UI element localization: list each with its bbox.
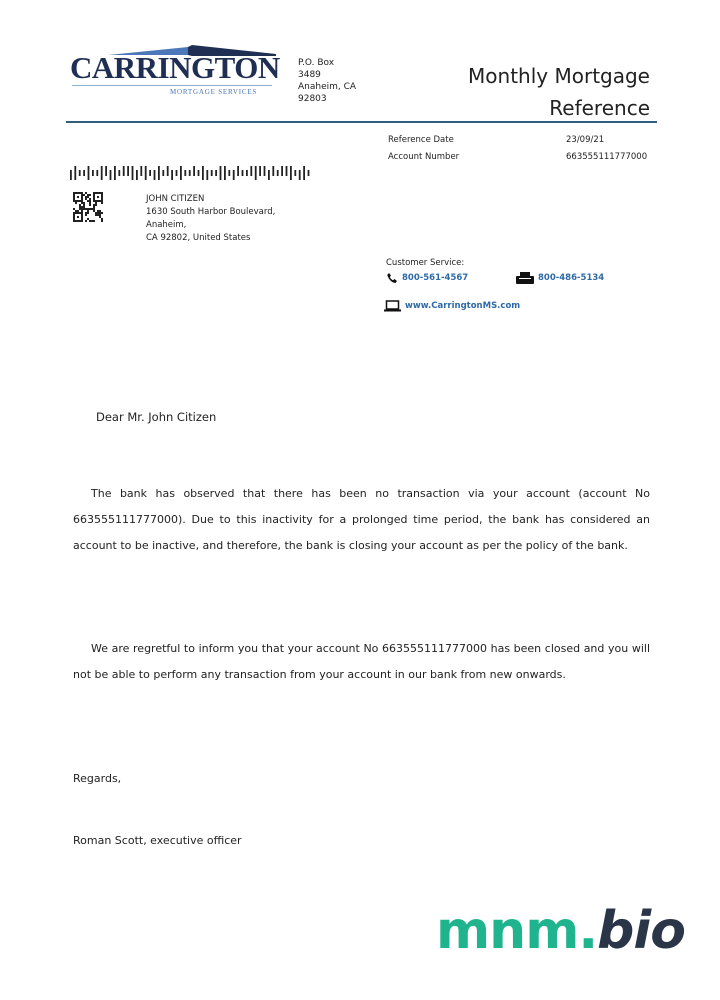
qr-module bbox=[81, 208, 83, 210]
watermark-part-2: bio bbox=[597, 901, 685, 961]
barcode-bar bbox=[228, 170, 230, 176]
qr-code-icon bbox=[72, 192, 104, 222]
qr-module bbox=[87, 200, 89, 202]
barcode-bar bbox=[211, 170, 213, 176]
qr-module bbox=[101, 220, 103, 222]
qr-module bbox=[87, 196, 89, 198]
recipient-address bbox=[146, 193, 275, 245]
website-link[interactable]: www.CarringtonMS.com bbox=[405, 301, 521, 311]
barcode-bar bbox=[118, 170, 120, 176]
barcode-bar bbox=[92, 170, 94, 176]
document-title bbox=[468, 60, 650, 124]
qr-module bbox=[73, 216, 75, 218]
barcode-bar bbox=[255, 166, 257, 180]
barcode-bar bbox=[110, 170, 112, 180]
address-line: 1630 South Harbor Boulevard, bbox=[146, 207, 276, 217]
qr-module bbox=[79, 220, 81, 222]
qr-module bbox=[73, 196, 75, 198]
qr-module bbox=[89, 204, 91, 206]
barcode-bar bbox=[259, 166, 261, 176]
barcode-bar bbox=[184, 170, 186, 176]
barcode-bar bbox=[158, 166, 160, 180]
barcode-bar bbox=[206, 170, 208, 180]
qr-module bbox=[79, 204, 81, 206]
barcode-bar bbox=[136, 170, 138, 180]
qr-module bbox=[93, 192, 95, 194]
barcode-bar bbox=[193, 166, 195, 176]
qr-module bbox=[101, 212, 103, 214]
qr-module bbox=[97, 196, 99, 198]
barcode-bar bbox=[149, 170, 151, 176]
title-line: Reference bbox=[549, 96, 650, 120]
barcode-bar bbox=[79, 170, 81, 176]
qr-module bbox=[89, 220, 91, 222]
account-number-label: Account Number bbox=[388, 151, 460, 162]
qr-module bbox=[95, 214, 97, 216]
barcode-bar bbox=[167, 166, 169, 176]
qr-module bbox=[93, 198, 95, 200]
qr-module bbox=[83, 202, 85, 204]
qr-module bbox=[95, 202, 97, 204]
barcode-bar bbox=[105, 166, 107, 176]
qr-module bbox=[99, 200, 101, 202]
qr-module bbox=[99, 216, 101, 218]
watermark-logo bbox=[436, 896, 685, 966]
reference-table bbox=[388, 131, 647, 165]
qr-module bbox=[99, 214, 101, 216]
title-line: Monthly Mortgage bbox=[468, 64, 650, 88]
barcode-bar bbox=[233, 170, 235, 180]
qr-module bbox=[79, 192, 81, 194]
qr-module bbox=[97, 192, 99, 194]
barcode-bar bbox=[220, 166, 222, 180]
qr-module bbox=[101, 202, 103, 204]
signature: Roman Scott, executive officer bbox=[73, 834, 242, 847]
po-box-line: 3489 bbox=[298, 70, 321, 80]
qr-module bbox=[73, 198, 75, 200]
barcode-bar bbox=[264, 166, 266, 176]
barcode-bar bbox=[299, 170, 301, 180]
qr-module bbox=[81, 212, 83, 214]
barcode-bar bbox=[268, 170, 270, 180]
qr-module bbox=[93, 200, 95, 202]
qr-module bbox=[77, 220, 79, 222]
qr-module bbox=[73, 218, 75, 220]
customer-service-label: Customer Service: bbox=[386, 258, 465, 268]
qr-module bbox=[101, 194, 103, 196]
po-box-line: P.O. Box bbox=[298, 58, 335, 68]
po-box-line: 92803 bbox=[298, 94, 327, 104]
logo-rule bbox=[72, 85, 272, 86]
barcode-bar bbox=[215, 170, 217, 176]
qr-module bbox=[101, 200, 103, 202]
barcode-bar bbox=[145, 166, 147, 180]
barcode-bar bbox=[101, 166, 103, 180]
customer-service-block bbox=[386, 258, 666, 318]
qr-module bbox=[97, 212, 99, 214]
qr-module bbox=[81, 192, 83, 194]
qr-module bbox=[77, 200, 79, 202]
header-divider bbox=[66, 121, 657, 123]
qr-module bbox=[73, 208, 75, 210]
barcode-bar bbox=[176, 170, 178, 176]
qr-module bbox=[81, 216, 83, 218]
address-line: Anaheim, bbox=[146, 220, 187, 230]
qr-module bbox=[75, 212, 77, 214]
qr-module bbox=[89, 208, 91, 210]
barcode-bar bbox=[290, 166, 292, 180]
qr-module bbox=[97, 214, 99, 216]
barcode-bar bbox=[180, 166, 182, 180]
qr-module bbox=[83, 206, 85, 208]
qr-module bbox=[81, 214, 83, 216]
qr-module bbox=[93, 206, 95, 208]
qr-module bbox=[75, 210, 77, 212]
qr-module bbox=[73, 212, 75, 214]
logo-wordmark: CARRINGTON bbox=[70, 50, 280, 85]
barcode-bar bbox=[162, 170, 164, 176]
recipient-name: JOHN CITIZEN bbox=[146, 194, 205, 204]
barcode-bar bbox=[224, 166, 226, 180]
qr-module bbox=[77, 192, 79, 194]
barcode-bar bbox=[308, 170, 310, 176]
qr-module bbox=[75, 192, 77, 194]
qr-module bbox=[95, 192, 97, 194]
qr-module bbox=[89, 194, 91, 196]
qr-module bbox=[87, 194, 89, 196]
qr-module bbox=[83, 204, 85, 206]
qr-module bbox=[81, 200, 83, 202]
qr-module bbox=[85, 212, 87, 214]
qr-module bbox=[95, 204, 97, 206]
qr-module bbox=[73, 192, 75, 194]
qr-module bbox=[81, 220, 83, 222]
qr-module bbox=[81, 202, 83, 204]
qr-module bbox=[87, 212, 89, 214]
reference-row bbox=[388, 148, 647, 165]
postal-barcode-icon bbox=[70, 166, 315, 180]
qr-module bbox=[89, 200, 91, 202]
barcode-bar bbox=[294, 170, 296, 176]
qr-module bbox=[95, 200, 97, 202]
qr-module bbox=[75, 202, 77, 204]
qr-module bbox=[101, 192, 103, 194]
qr-module bbox=[101, 196, 103, 198]
barcode-bar bbox=[272, 166, 274, 176]
barcode-bar bbox=[286, 166, 288, 176]
qr-module bbox=[101, 198, 103, 200]
qr-module bbox=[85, 214, 87, 216]
qr-module bbox=[91, 220, 93, 222]
barcode-bar bbox=[83, 170, 85, 176]
qr-module bbox=[81, 198, 83, 200]
qr-module bbox=[85, 208, 87, 210]
qr-module bbox=[75, 200, 77, 202]
qr-module bbox=[79, 208, 81, 210]
barcode-bar bbox=[132, 166, 134, 180]
barcode-bar bbox=[202, 166, 204, 180]
qr-module bbox=[97, 200, 99, 202]
barcode-bar bbox=[281, 166, 283, 176]
letter-paragraph: We are regretful to inform you that your account No 663555111777000 has been closed and you will not be able to perform any transaction from your account in our bank from new onwards. bbox=[73, 642, 650, 681]
qr-module bbox=[79, 212, 81, 214]
po-box-line: Anaheim, CA bbox=[298, 82, 357, 92]
qr-module bbox=[89, 198, 91, 200]
barcode-bar bbox=[198, 170, 200, 176]
qr-module bbox=[101, 218, 103, 220]
qr-module bbox=[79, 206, 81, 208]
qr-module bbox=[77, 210, 79, 212]
qr-module bbox=[73, 194, 75, 196]
qr-module bbox=[81, 206, 83, 208]
barcode-bar bbox=[171, 170, 173, 180]
qr-module bbox=[83, 194, 85, 196]
qr-module bbox=[79, 200, 81, 202]
qr-module bbox=[93, 196, 95, 198]
qr-module bbox=[81, 196, 83, 198]
fax-contact bbox=[516, 272, 604, 284]
qr-module bbox=[97, 210, 99, 212]
qr-module bbox=[85, 192, 87, 194]
po-box-address bbox=[298, 57, 356, 105]
qr-module bbox=[93, 204, 95, 206]
barcode-bar bbox=[114, 166, 116, 180]
barcode-bar bbox=[123, 166, 125, 176]
qr-module bbox=[85, 196, 87, 198]
qr-module bbox=[83, 208, 85, 210]
qr-module bbox=[73, 200, 75, 202]
barcode-bar bbox=[277, 170, 279, 176]
qr-module bbox=[93, 194, 95, 196]
reference-row bbox=[388, 131, 647, 148]
qr-module bbox=[81, 210, 83, 212]
barcode-bar bbox=[140, 166, 142, 176]
qr-module bbox=[89, 202, 91, 204]
qr-module bbox=[85, 198, 87, 200]
fax-number-link[interactable]: 800-486-5134 bbox=[538, 273, 605, 283]
salutation: Dear Mr. John Citizen bbox=[96, 410, 217, 424]
qr-module bbox=[99, 192, 101, 194]
account-number-value: 663555111777000 bbox=[566, 151, 648, 162]
address-line: CA 92802, United States bbox=[146, 233, 251, 243]
website-contact bbox=[384, 300, 520, 312]
barcode-bar bbox=[246, 170, 248, 176]
logo-tagline: MORTGAGE SERVICES bbox=[170, 88, 258, 96]
letter-paragraph: The bank has observed that there has been no transaction via your account (account No 663555111777000). Due to this inactivity for a prolonged time period, the bank has considered an account to be inactive, and therefore, the bank is closing your account as per the policy of the bank. bbox=[73, 487, 650, 552]
qr-module bbox=[81, 194, 83, 196]
barcode-bar bbox=[154, 170, 156, 180]
qr-module bbox=[77, 196, 79, 198]
watermark-part-1: mnm. bbox=[436, 901, 598, 961]
qr-module bbox=[87, 210, 89, 212]
qr-module bbox=[77, 216, 79, 218]
qr-module bbox=[91, 208, 93, 210]
fax-icon bbox=[516, 272, 534, 284]
qr-module bbox=[77, 212, 79, 214]
barcode-bar bbox=[127, 166, 129, 176]
qr-module bbox=[81, 218, 83, 220]
barcode-bar bbox=[237, 166, 239, 176]
qr-module bbox=[87, 208, 89, 210]
qr-module bbox=[93, 220, 95, 222]
barcode-bar bbox=[70, 170, 72, 180]
qr-module bbox=[73, 214, 75, 216]
barcode-bar bbox=[74, 166, 76, 180]
laptop-icon bbox=[384, 300, 401, 312]
qr-module bbox=[87, 218, 89, 220]
qr-module bbox=[93, 208, 95, 210]
barcode-bar bbox=[250, 166, 252, 176]
barcode-bar bbox=[189, 170, 191, 176]
phone-number-link[interactable]: 800-561-4567 bbox=[402, 273, 469, 283]
phone-icon bbox=[386, 272, 398, 284]
closing: Regards, bbox=[73, 772, 122, 785]
qr-module bbox=[99, 210, 101, 212]
qr-module bbox=[73, 220, 75, 222]
carrington-logo bbox=[70, 44, 280, 100]
qr-module bbox=[85, 220, 87, 222]
barcode-bar bbox=[96, 170, 98, 176]
reference-date-value: 23/09/21 bbox=[566, 134, 605, 145]
barcode-bar bbox=[242, 170, 244, 176]
qr-module bbox=[93, 210, 95, 212]
phone-contact bbox=[386, 272, 468, 284]
barcode-bar bbox=[88, 166, 90, 180]
qr-module bbox=[75, 220, 77, 222]
qr-module bbox=[95, 212, 97, 214]
reference-date-label: Reference Date bbox=[388, 134, 454, 145]
barcode-bar bbox=[303, 166, 305, 180]
qr-module bbox=[99, 212, 101, 214]
